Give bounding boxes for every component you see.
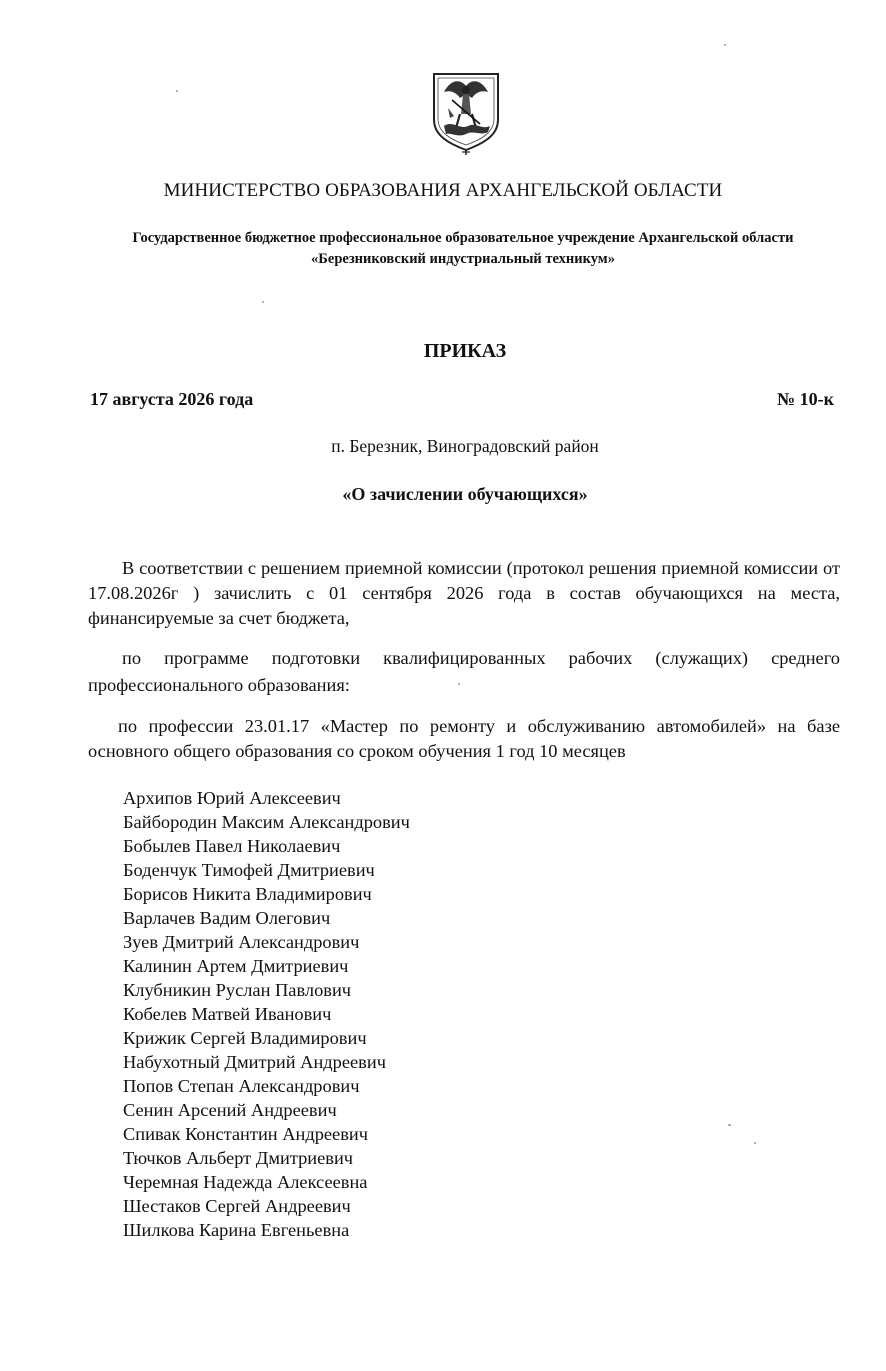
paragraph-program: по программе подготовки квалифицированных рабочих (служащих) среднего профессионального образования: <box>88 648 840 695</box>
order-date: 17 августа 2026 года <box>90 389 254 409</box>
list-item: Архипов Юрий Алексеевич <box>123 788 341 808</box>
list-item: Тючков Альберт Дмитриевич <box>123 1148 354 1168</box>
scan-speck <box>176 90 178 92</box>
coat-of-arms-icon <box>430 70 502 156</box>
list-item: Сенин Арсений Андреевич <box>123 1100 337 1120</box>
institution-name <box>60 228 866 270</box>
ministry-name: МИНИСТЕРСТВО ОБРАЗОВАНИЯ АРХАНГЕЛЬСКОЙ ОБЛАСТИ <box>163 180 723 201</box>
order-place: п. Березник, Виноградовский район <box>331 436 599 456</box>
list-item: Шилкова Карина Евгеньевна <box>123 1220 350 1240</box>
list-item: Байбородин Максим Александрович <box>123 812 410 832</box>
list-item: Спивак Константин Андреевич <box>123 1124 368 1144</box>
list-item: Калинин Артем Дмитриевич <box>123 956 349 976</box>
institution-line-1: Государственное бюджетное профессиональное образовательное учреждение Архангельской области <box>132 230 794 246</box>
list-item: Варлачев Вадим Олегович <box>123 908 331 928</box>
list-item: Клубникин Руслан Павлович <box>123 980 352 1000</box>
list-item: Черемная Надежда Алексеевна <box>123 1172 368 1192</box>
scan-speck <box>262 301 264 303</box>
list-item: Боденчук Тимофей Дмитриевич <box>123 860 375 880</box>
list-item: Попов Степан Александрович <box>123 1076 360 1096</box>
scan-speck <box>728 1124 731 1126</box>
document-title: ПРИКАЗ <box>423 340 507 362</box>
list-item: Набухотный Дмитрий Андреевич <box>123 1052 386 1072</box>
list-item: Крижик Сергей Владимирович <box>123 1028 367 1048</box>
student-list <box>123 786 410 1242</box>
paragraph-enrollment-basis: В соответствии с решением приемной комиссии (протокол решения приемной комиссии от 17.08.2026г ) зачислить с 01 сентября 2026 года в состав обучающихся на места, финансируемые за счет бюджета, <box>88 558 840 628</box>
scan-speck <box>724 44 726 46</box>
list-item: Зуев Дмитрий Александрович <box>123 932 360 952</box>
scan-speck <box>754 1142 756 1144</box>
order-number: № 10-к <box>777 389 834 409</box>
paragraph-profession: по профессии 23.01.17 «Мастер по ремонту и обслуживанию автомобилей» на базе основного общего образования со сроком обучения 1 год 10 месяцев <box>88 716 840 761</box>
scan-speck <box>458 683 460 685</box>
list-item: Бобылев Павел Николаевич <box>123 836 341 856</box>
institution-line-2: «Березниковский индустриальный техникум» <box>311 251 615 267</box>
list-item: Борисов Никита Владимирович <box>123 884 372 904</box>
list-item: Кобелев Матвей Иванович <box>123 1004 332 1024</box>
order-subject: «О зачислении обучающихся» <box>342 484 588 504</box>
list-item: Шестаков Сергей Андреевич <box>123 1196 351 1216</box>
